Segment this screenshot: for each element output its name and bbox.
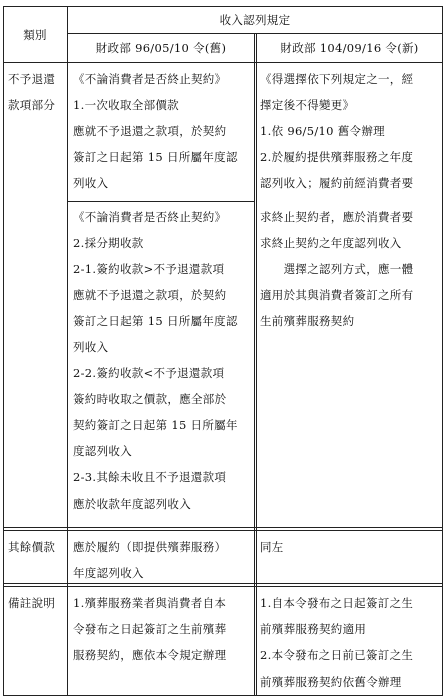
text-line: 2.採分期收款: [73, 236, 144, 250]
text-line: 契約簽訂之日起第 15 日所屬年: [73, 418, 238, 432]
row-label-nonrefundable-2: 款項部分: [8, 98, 56, 112]
text-line: 令發布之日起簽訂之生前殯葬: [73, 622, 227, 636]
text-line: 擇定後不得變更》: [260, 98, 355, 112]
header-split: [67, 33, 443, 34]
text-line: 度認列收入: [73, 444, 132, 458]
header-bottom: [3, 62, 443, 63]
text-line: 認列收入；履約前經消費者要: [260, 176, 414, 190]
text-line: 應於履約（即提供殯葬服務）: [73, 540, 227, 554]
text-line: 1.依 96/5/10 舊令辦理: [260, 124, 385, 138]
text-line: 適用於其與消費者簽訂之所有: [260, 288, 414, 302]
text-line: 應於收款年度認列收入: [73, 497, 191, 511]
header-new-rule: 財政部 104/09/16 令(新): [280, 41, 419, 55]
text-line: 1.殯葬服務業者與消費者自本: [73, 596, 227, 610]
text-line: 2.於履約提供殯葬服務之年度: [260, 150, 414, 164]
row-split-1: [3, 527, 443, 528]
text-line: 簽訂之日起第 15 日所屬年度認: [73, 314, 238, 328]
row-label-remaining: 其餘價款: [8, 540, 56, 554]
border-top: [3, 6, 443, 7]
text-line: 同左: [260, 540, 284, 554]
text-line: 求終止契約者，應於消費者要: [260, 210, 414, 224]
border-right: [442, 6, 443, 696]
text-line: 前殯葬服務契約適用: [260, 622, 367, 636]
text-line: 《不論消費者是否終止契約》: [73, 72, 227, 86]
text-line: 《得選擇依下列規定之一，經: [260, 72, 414, 86]
old-subrow-split: [67, 201, 255, 202]
text-line: 簽訂之日起第 15 日所屬年度認: [73, 150, 238, 164]
col-sep-old-new: [254, 33, 255, 696]
text-line: 1.一次收取全部價款: [73, 98, 179, 112]
text-line: 列收入: [73, 340, 109, 354]
col-sep-old-new-right: [256, 33, 257, 696]
text-line: 求終止契約之年度認列收入: [260, 236, 402, 250]
text-line: 列收入: [73, 176, 109, 190]
text-line: 生前殯葬服務契約: [260, 314, 355, 328]
text-line: 年度認列收入: [73, 566, 144, 580]
border-bottom: [3, 695, 443, 696]
border-left: [3, 6, 4, 696]
text-line: 2-3.其餘未收且不予退還款項: [73, 470, 227, 484]
header-category: 類別: [23, 28, 47, 42]
row-split-1b: [3, 530, 443, 531]
col-sep-category: [67, 6, 68, 696]
header-old-rule: 財政部 96/05/10 令(舊): [95, 41, 227, 55]
row-split-2: [3, 583, 443, 584]
row-label-nonrefundable-1: 不予退還: [8, 72, 56, 86]
text-line: 2-1.簽約收款>不予退還款項: [73, 262, 225, 276]
text-line: 選擇之認列方式，應一體: [260, 262, 414, 276]
text-line: 1.自本令發布之日起簽訂之生: [260, 596, 414, 610]
row-label-notes: 備註說明: [8, 596, 56, 610]
text-line: 2.本令發布之日前已簽訂之生: [260, 648, 414, 662]
text-line: 前殯葬服務契約依舊令辦理: [260, 675, 402, 689]
header-title: 收入認列規定: [219, 13, 291, 27]
text-line: 2-2.簽約收款<不予退還款項: [73, 366, 225, 380]
text-line: 應就不予退還之款項，於契約: [73, 124, 227, 138]
text-line: 應就不予退還之款項，於契約: [73, 288, 227, 302]
text-line: 《不論消費者是否終止契約》: [73, 210, 227, 224]
row-split-2b: [3, 586, 443, 587]
text-line: 服務契約，應依本令規定辦理: [73, 648, 227, 662]
text-line: 簽約時收取之價款，應全部於: [73, 392, 227, 406]
